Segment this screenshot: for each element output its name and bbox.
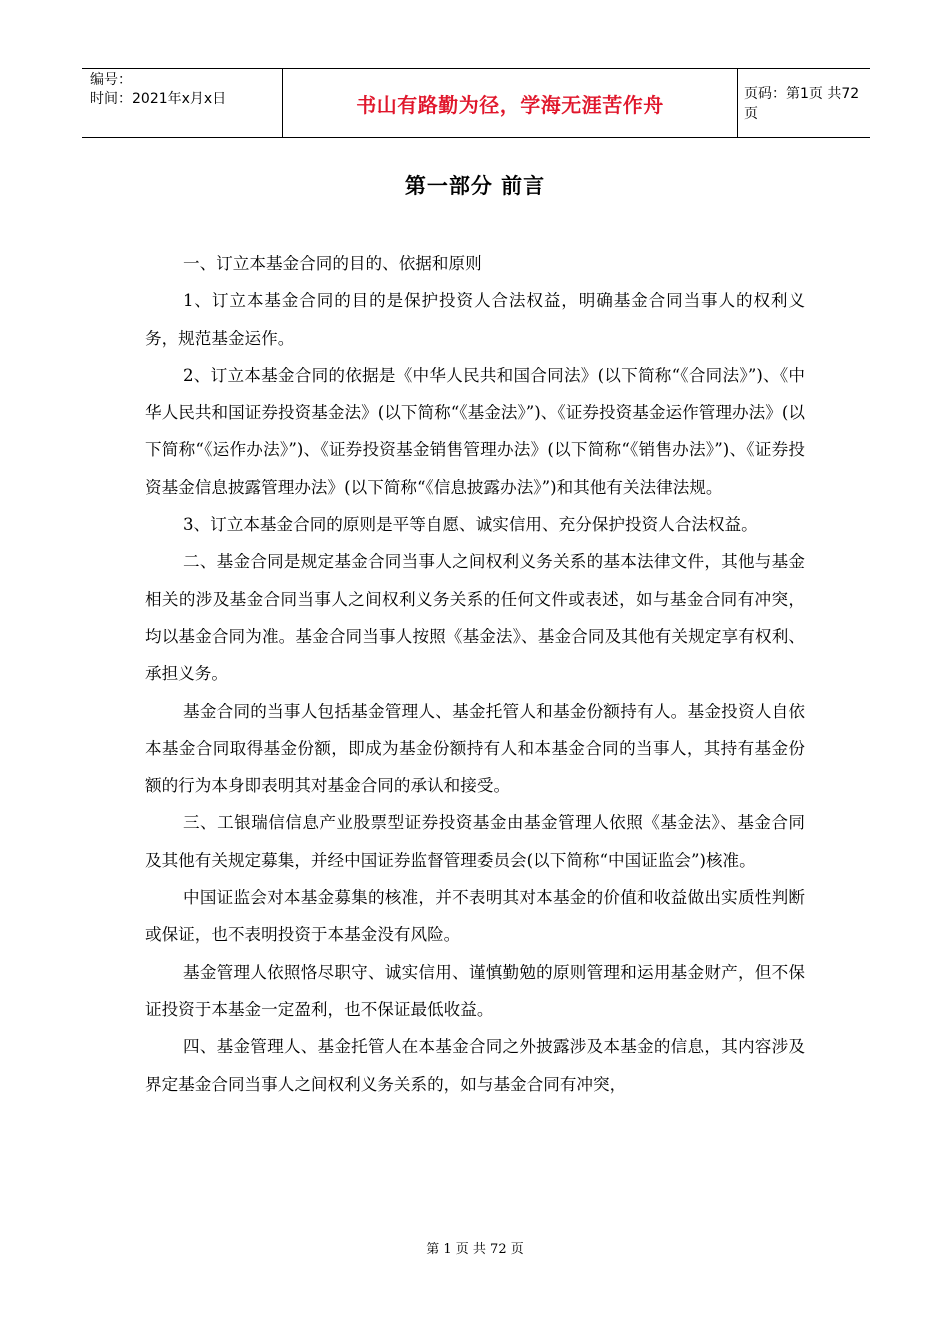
- page-title: 第一部分 前言: [404, 173, 546, 198]
- paragraph: 三、工银瑞信信息产业股票型证券投资基金由基金管理人依照《基金法》、基金合同及其他有关规定募集，并经中国证券监督管理委员会(以下简称“中国证监会”)核准。: [145, 813, 805, 870]
- paragraph: 2、订立本基金合同的依据是《中华人民共和国合同法》(以下简称“《合同法》”)、《中华人民共和国证券投资基金法》(以下简称“《基金法》”)、《证券投资基金运作管理办法》(以下简称“《运作办法》”)、《证券投资基金销售管理办法》(以下简称“《销售办法》”)、《证券投资基金信息披露管理办法》(以下简称“《信息披露办法》”)和其他有关法律法规。: [145, 365, 805, 497]
- document-body: [145, 245, 805, 1103]
- header-code: 编号：: [90, 72, 132, 88]
- header-meta: [90, 71, 280, 109]
- paragraph: 一、订立本基金合同的目的、依据和原则: [183, 254, 482, 273]
- paragraph: 四、基金管理人、基金托管人在本基金合同之外披露涉及本基金的信息，其内容涉及界定基金合同当事人之间权利义务关系的，如与基金合同有冲突，: [145, 1037, 805, 1094]
- paragraph: 基金管理人依照恪尽职守、诚实信用、谨慎勤勉的原则管理和运用基金财产，但不保证投资于本基金一定盈利，也不保证最低收益。: [145, 962, 805, 1019]
- header-motto: 书山有路勤为径，学海无涯苦作舟: [356, 92, 664, 117]
- paragraph: 1、订立本基金合同的目的是保护投资人合法权益，明确基金合同当事人的权利义务，规范基金运作。: [145, 291, 805, 348]
- paragraph: 中国证监会对本基金募集的核准，并不表明其对本基金的价值和收益做出实质性判断或保证，也不表明投资于本基金没有风险。: [145, 888, 805, 945]
- page-header: [82, 68, 870, 138]
- header-time: 时间：2021年x月x日: [90, 91, 227, 107]
- header-page-info: 页码：第1页 共72页: [744, 86, 860, 122]
- paragraph: 3、订立本基金合同的原则是平等自愿、诚实信用、充分保护投资人合法权益。: [183, 515, 758, 535]
- page-footer: 第 1 页 共 72 页: [426, 1242, 524, 1257]
- paragraph: 二、基金合同是规定基金合同当事人之间权利义务关系的基本法律文件，其他与基金相关的涉及基金合同当事人之间权利义务关系的任何文件或表述，如与基金合同有冲突，均以基金合同为准。基金合同当事人按照《基金法》、基金合同及其他有关规定享有权利、承担义务。: [145, 552, 805, 684]
- header-motto-cell: [282, 69, 738, 137]
- paragraph: 基金合同的当事人包括基金管理人、基金托管人和基金份额持有人。基金投资人自依本基金合同取得基金份额，即成为基金份额持有人和本基金合同的当事人，其持有基金份额的行为本身即表明其对基金合同的承认和接受。: [145, 701, 805, 796]
